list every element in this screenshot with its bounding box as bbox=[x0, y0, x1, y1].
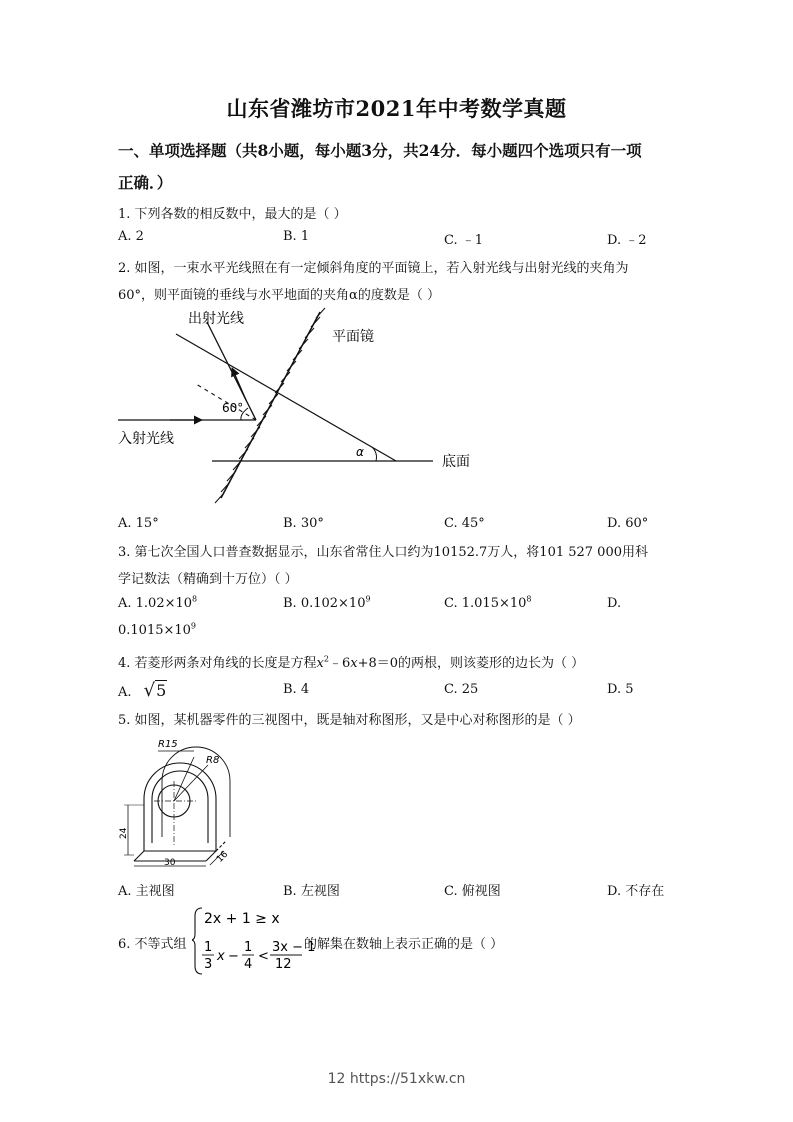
q5-option-c: C. 俯视图 bbox=[444, 884, 501, 899]
q2-option-b: B. 30° bbox=[283, 516, 324, 531]
label-in-ray: 入射光线 bbox=[118, 431, 174, 447]
mirror-figure bbox=[110, 300, 470, 510]
q2-option-a: A. 15° bbox=[118, 516, 159, 531]
q3-option-b: B. $0.102\times 10^9$ bbox=[283, 594, 371, 611]
ineq-1: 2x + 1 ≥ x bbox=[204, 911, 280, 927]
q3-option-a: A. $1.02\times 10^8$ bbox=[118, 594, 198, 611]
sqrt-five: √5 bbox=[143, 680, 167, 701]
q3-option-d-wrap: $0.1015\times 10^9$ bbox=[118, 621, 197, 638]
q4-option-c: C. 25 bbox=[444, 682, 479, 697]
q5-option-b: B. 左视图 bbox=[283, 884, 340, 899]
question-5: 5. 如图，某机器零件的三视图中，既是轴对称图形，又是中心对称图形的是（ ） bbox=[118, 713, 581, 728]
label-angle-60: 60° bbox=[222, 401, 244, 415]
q2-option-c: C. 45° bbox=[444, 516, 485, 531]
question-2-line2: 60°，则平面镜的垂线与水平地面的夹角α的度数是（ ） bbox=[118, 288, 440, 303]
q4-option-d: D. 5 bbox=[607, 682, 634, 697]
q2-option-d: D. 60° bbox=[607, 516, 649, 531]
label-16: 16 bbox=[215, 849, 231, 865]
label-ground: 底面 bbox=[442, 454, 470, 470]
q1-option-b: B. 1 bbox=[283, 229, 310, 244]
q4-option-b: B. 4 bbox=[283, 682, 310, 697]
label-r8: R8 bbox=[206, 755, 220, 766]
q5-option-a: A. 主视图 bbox=[118, 884, 175, 899]
section-heading-line1: 一、单项选择题（共8小题，每小题3分，共24分．每小题四个选项只有一项 bbox=[118, 141, 642, 160]
frac3-num: 3x − 1 bbox=[272, 940, 316, 955]
frac2-den: 4 bbox=[244, 957, 253, 972]
label-mirror: 平面镜 bbox=[332, 329, 374, 345]
minus-sign: − bbox=[228, 949, 239, 964]
question-6-label: 6. 不等式组 bbox=[118, 937, 187, 952]
machine-part-figure bbox=[118, 733, 238, 873]
label-30: 30 bbox=[164, 858, 176, 868]
question-3-line2: 学记数法（精确到十万位）（ ） bbox=[118, 572, 298, 587]
frac1-den: 3 bbox=[204, 957, 213, 972]
q1-option-a: A. 2 bbox=[118, 229, 144, 244]
q3-option-d: D. bbox=[607, 596, 622, 611]
q5-option-d: D. 不存在 bbox=[607, 884, 665, 899]
label-24: 24 bbox=[119, 827, 129, 839]
q3-option-c: C. $1.015\times 10^8$ bbox=[444, 594, 532, 611]
question-4: 4. 若菱形两条对角线的长度是方程$x^2﹣6x+8=0$的两根，则该菱形的边长为（ ） bbox=[118, 654, 585, 671]
x-var: x bbox=[217, 949, 225, 964]
q4-option-a: A. √5 bbox=[118, 680, 167, 701]
section-heading-line2: 正确．） bbox=[118, 173, 173, 192]
question-1: 1. 下列各数的相反数中，最大的是（ ） bbox=[118, 207, 347, 222]
label-alpha: α bbox=[356, 445, 364, 459]
question-3-line1: 3. 第七次全国人口普查数据显示，山东省常住人口约为10152.7万人，将101 527 000用科 bbox=[118, 545, 648, 560]
less-than: < bbox=[258, 949, 269, 964]
page-footer: 12 https://51xkw.cn bbox=[327, 1071, 466, 1087]
question-6-tail: 的解集在数轴上表示正确的是（ ） bbox=[304, 937, 504, 952]
frac1-num: 1 bbox=[204, 940, 213, 955]
label-out-ray: 出射光线 bbox=[188, 311, 244, 327]
question-2-line1: 2. 如图，一束水平光线照在有一定倾斜角度的平面镜上，若入射光线与出射光线的夹角为 bbox=[118, 261, 629, 276]
q1-option-c: C. ﹣1 bbox=[444, 233, 484, 248]
q1-option-d: D. ﹣2 bbox=[607, 233, 647, 248]
frac2-num: 1 bbox=[244, 940, 253, 955]
label-r15: R15 bbox=[158, 739, 178, 750]
frac3-den: 12 bbox=[275, 957, 292, 972]
page-title: 山东省潍坊市2021年中考数学真题 bbox=[226, 96, 567, 121]
